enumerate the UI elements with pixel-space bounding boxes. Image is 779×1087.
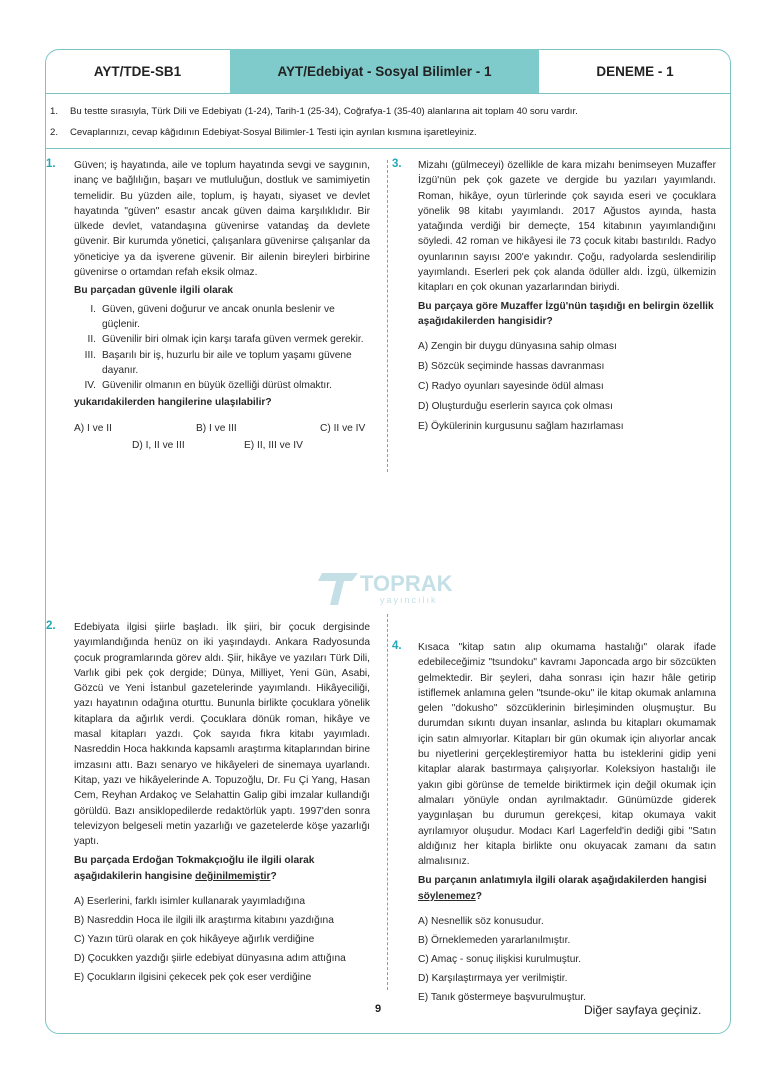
roman-item: IV. Güvenilir olmanın en büyük özelliği dürüst olmaktır. (84, 380, 332, 392)
question-stem: Bu parçaya göre Muzaffer İzgü'nün taşıdığı en belirgin özellik aşağıdakilerden hangisidir? (418, 300, 714, 327)
instructions (50, 101, 720, 143)
choice-b[interactable]: B) I ve III (196, 422, 237, 434)
question-number: 1. (46, 158, 56, 170)
publisher-logo (318, 565, 478, 609)
choice-c[interactable]: C) Amaç - sonuç ilişkisi kurulmuştur. (418, 954, 582, 966)
choice-d[interactable]: D) Oluşturduğu eserlerin sayıca çok olması (418, 401, 613, 413)
choice-b[interactable]: B) Örneklemeden yararlanılmıştır. (418, 935, 571, 947)
question-4 (418, 640, 716, 1007)
choice-e[interactable]: E) II, III ve IV (244, 439, 303, 451)
roman-item: II. Güvenilir biri olmak için karşı tarafa güven vermek gerekir. (87, 334, 364, 346)
header-exam-name: DENEME - 1 (596, 63, 674, 79)
choice-e[interactable]: E) Çocukların ilgisini çekecek pek çok eser verdiğine (74, 972, 312, 984)
header-code: AYT/TDE-SB1 (93, 63, 182, 79)
question-stem: Bu parçada Erdoğan Tokmakçıoğlu ile ilgili olarak aşağıdakilerin hangisine değinilmemiştir? (74, 855, 315, 882)
svg-text:TOPRAK: TOPRAK (360, 571, 453, 596)
choice-c[interactable]: C) II ve IV (320, 422, 366, 434)
choice-d[interactable]: D) Çocukken yazdığı şiirle edebiyat dünyasına adım attığına (74, 953, 346, 965)
roman-item: III. Başarılı bir iş, huzurlu bir aile ve toplum yaşamı güvene dayanır. (84, 349, 352, 376)
instruction-item: 1. Bu testte sırasıyla, Türk Dili ve Edebiyatı (1-24), Tarih-1 (25-34), Coğrafya-1 (35-40) alanlarına ait toplam 40 soru vardır. (50, 106, 578, 117)
question-stem: Bu parçadan güvenle ilgili olarak (74, 285, 234, 297)
page-number: 9 (375, 1003, 382, 1015)
question-number: 2. (46, 620, 56, 632)
question-1 (74, 158, 370, 455)
choice-a[interactable]: A) Nesnellik söz konusudur. (418, 916, 544, 928)
column-divider (387, 160, 388, 472)
choice-c[interactable]: C) Yazın türü olarak en çok hikâyeye ağırlık verdiğine (74, 934, 315, 946)
choice-b[interactable]: B) Sözcük seçiminde hassas davranması (418, 361, 605, 373)
logo-mark-icon (318, 565, 478, 609)
question-2 (74, 620, 370, 987)
question-number: 4. (392, 640, 402, 652)
answer-choices (74, 421, 370, 438)
roman-item: I. Güven, güveni doğurur ve ancak onunla beslenir ve güçlenir. (90, 303, 335, 330)
choice-d[interactable]: D) I, II ve III (132, 439, 185, 451)
column-divider (387, 614, 388, 990)
choice-d[interactable]: D) Karşılaştırmaya yer verilmiştir. (418, 973, 568, 985)
question-stem: yukarıdakilerden hangilerine ulaşılabilir? (74, 397, 272, 409)
question-number: 3. (392, 158, 402, 170)
svg-text:yayıncılık: yayıncılık (380, 595, 438, 605)
choice-a[interactable]: A) I ve II (74, 422, 112, 434)
choice-a[interactable]: A) Zengin bir duygu dünyasına sahip olması (418, 341, 617, 353)
choice-c[interactable]: C) Radyo oyunları sayesinde ödül alması (418, 381, 604, 393)
question-passage: Güven; iş hayatında, aile ve toplum hayatında sevgi ve saygının, inanç ve bağlılığın, başarı ve mutluluğun, dostluk ve samimiyetin temelidir. Bu yüzden aile, toplum, iş hayatı, siyaset ve devlet hayatında "güven" esastır ancak güven daima karşılıklıdır. Bir ülkede devlet, vatandaşına güvenirse vatandaş da devlete güvenir. Bir kurumda yönetici, çalışanlara güvenirse çalışanlar da yöneticiye ya da işverene güvenir. Bir ailenin bireyleri birbirine güvenirse o ortamdan refah eksik olmaz. (74, 160, 370, 279)
choice-a[interactable]: A) Eserlerini, farklı isimler kullanarak yayımladığına (74, 896, 305, 908)
question-passage: Edebiyata ilgisi şiirle başladı. İlk şiiri, bir çocuk dergisinde yayımlandığında henüz on iki yaşındaydı. Ankara Radyosunda çocuk programlarında görev aldı. Şiir, hikâye ve yazıları Türk Dili, Varlık gibi pek çok dergide; Dünya, Milliyet, Yeni Gün, Asabi, Gözcü ve Yeni İstanbul gazetelerinde yayımlandı. Hikâyeciliği, yazı hayatının odağına oturttu. Bununla birlikte çocuklara yönelik kitaplara da ağırlık verdi. Çocuklara dönük roman, hikâye ve masal kitapları yazdı. Çok sayıda fıkra kitabı yayımladı. Nasreddin Hoca hakkında kapsamlı araştırma kitaplarından birine imzasını attı. Bazı senaryo ve hikâyeleri de sinemaya uyarlandı. Kitap, yazı ve hikâyelerinde A. Topuzoğlu, Dr. Fu Çi Yang, Hasan Cem, Reyhan Ardakoç ve Selahattin Galip gibi imzalar kullandığı görüldü. Bazı ansiklopedilerde redaktörlük yaptı. 1997'den sonra televizyon belgeseli metin yazarlığı ve gazetelerde köşe yazarlığı yaptı. (74, 622, 370, 848)
header-bar (45, 49, 731, 93)
question-stem: Bu parçanın anlatımıyla ilgili olarak aşağıdakilerden hangisi söylenemez? (418, 875, 707, 902)
header-test-title: AYT/Edebiyat - Sosyal Bilimler - 1 (230, 49, 539, 93)
question-passage: Mizahı (gülmeceyi) özellikle de kara mizahı benimseyen Muzaffer İzgü'nün pek çok gazete ve dergide bu yazıları yayımlandı. Roman, hikâye, oyun türlerinde çok sayıda eseri ve çocuklara yönelik 98 kitabı yayımlandı. 2017 Ağustos ayında, hasta yatağında verdiği bir demeçte, 154 kitabının yayımlandığını söyledi. 42 roman ve hikâyesi ile 73 çocuk kitabı bastırıldı. Radyo oyunlarının sayısı 200'e yakındır. Çoğu, radyolarda seslendirilip yayımlandı. Eserleri pek çok alanda ödüller aldı. İzgü, ülkemizin kitapları en çok okunan yazarlarından biriydi. (418, 160, 716, 294)
next-page-note: Diğer sayfaya geçiniz. (584, 1003, 702, 1017)
choice-e[interactable]: E) Tanık göstermeye başvurulmuştur. (418, 992, 586, 1004)
header-divider (45, 93, 731, 94)
answer-choices (74, 438, 370, 455)
choice-b[interactable]: B) Nasreddin Hoca ile ilgili ilk araştırma kitabını yazdığına (74, 915, 334, 927)
instruction-item: 2. Cevaplarınızı, cevap kâğıdının Edebiyat-Sosyal Bilimler-1 Testi için ayrılan kısmına işaretleyiniz. (50, 127, 477, 138)
question-passage: Kısaca "kitap satın alıp okumama hastalığı" olarak ifade edebileceğimiz "tsundoku" kavramı Japoncada argo bir sözcükten gelmektedir. Bir şeyleri, daha sonrası için hazır hâle getirip istiflemek anlamına gelen "tsunde-oku" ile kitap okumak anlamına gelen "dokusho" sözcüklerinin birleşiminden oluşmuştur. Bu durumdan sıkıntı duyan insanlar, aslında bu kitapları okumamak için satın almıyorlar. Kitapları bir gün okumak için alıyorlar ancak bu niyetlerini gerçekleştiremiyor hatta bu isteklerini gidip yeni kitaplar alarak bastırmaya çalışıyorlar. Koleksiyon hastalığı ile yakın gibi görünse de temelde biriktirmek için değil okumak için almaları yönüyle ondan ayrılmaktadır. Günümüzde giderek yaygınlaşan bu durumun gerekçesi, kitap okumaya vakit ayrılamıyor oluşudur. Modacı Karl Lagerfeld'in dediği gibi "Satın aldığınız her kitapla birlikte onu okuyacak zamanı da satın almalısınız. (418, 642, 716, 868)
question-3 (418, 158, 716, 437)
instructions-divider (45, 148, 731, 149)
choice-e[interactable]: E) Öykülerinin kurgusunu sağlam hazırlaması (418, 421, 624, 433)
